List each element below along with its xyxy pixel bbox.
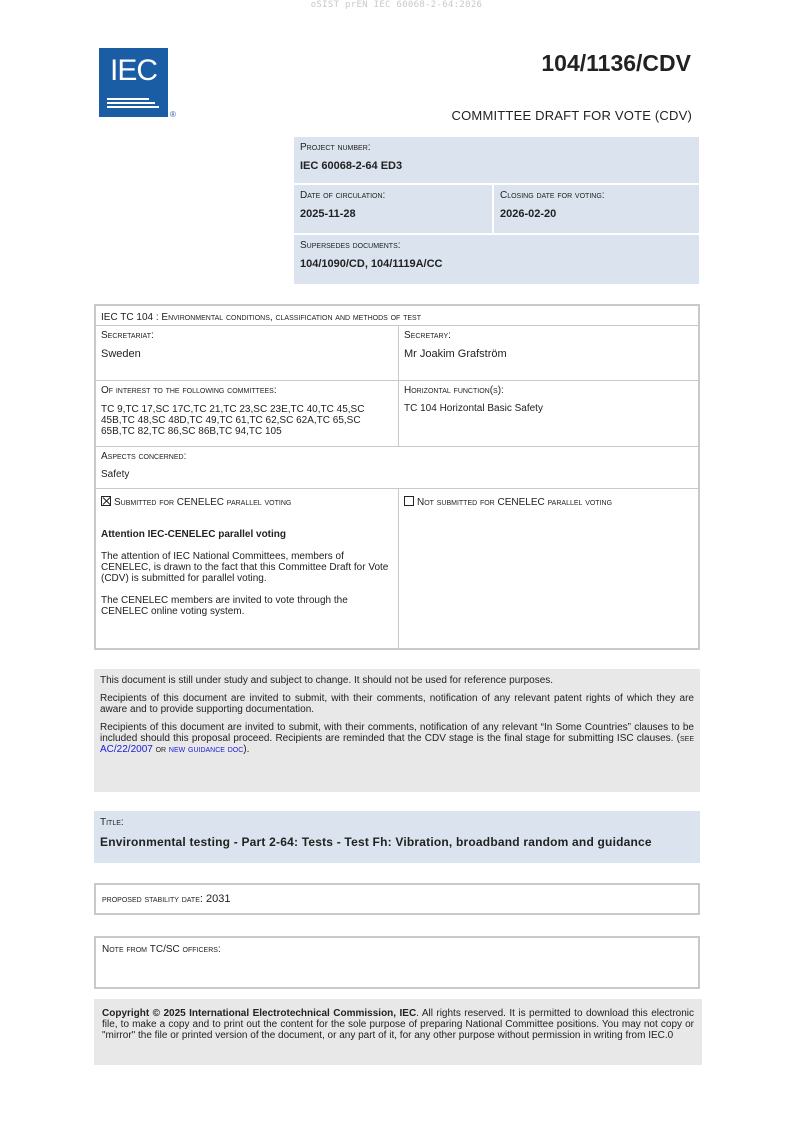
interest-label: Of interest to the following committees: bbox=[101, 385, 277, 396]
attention-paragraph: The attention of IEC National Committees, members of CENELEC, is drawn to the fact that this Committee Draft for Vote (CDV) is submitted for parallel voting. bbox=[101, 551, 389, 584]
closing-date-value: 2026-02-20 bbox=[500, 208, 557, 220]
horizontal-function-value: TC 104 Horizontal Basic Safety bbox=[404, 403, 543, 414]
not-submitted-option[interactable]: Not submitted for CENELEC parallel voting bbox=[404, 496, 693, 508]
aspects-row bbox=[96, 447, 698, 489]
aspects-label: Aspects concerned: bbox=[101, 451, 187, 462]
submitted-option[interactable]: Submitted for CENELEC parallel voting bbox=[101, 496, 393, 508]
voting-row bbox=[96, 489, 698, 648]
notice-study: This document is still under study and subject to change. It should not be used for reference purposes. bbox=[100, 675, 554, 686]
committee-table bbox=[94, 304, 700, 650]
logo-line bbox=[107, 98, 149, 100]
logo-line bbox=[107, 106, 159, 108]
divider bbox=[398, 489, 399, 648]
title-label: Title: bbox=[100, 817, 124, 828]
logo-line bbox=[107, 102, 155, 104]
attention-title: Attention IEC-CENELEC parallel voting bbox=[101, 529, 287, 540]
tc-prefix: IEC TC 104 : bbox=[101, 312, 162, 323]
notice-block bbox=[94, 669, 700, 792]
notice-isc: Recipients of this document are invited to submit, with their comments, notification of any relevant “In Some Countries” clauses to be included should this proposal proceed. Recipients are reminded that the CDV stage is the final stage for submitting ISC clauses. (see AC/22/2007 or new guidance doc). bbox=[100, 722, 694, 755]
ac-22-2007-link[interactable]: AC/22/2007 bbox=[100, 744, 153, 755]
interest-row bbox=[96, 381, 698, 447]
document-type: COMMITTEE DRAFT FOR VOTE (CDV) bbox=[451, 108, 692, 123]
project-number-cell bbox=[294, 137, 699, 183]
officers-note: Note from TC/SC officers: bbox=[94, 936, 700, 989]
secretary-label: Secretary: bbox=[404, 330, 451, 341]
project-info-block bbox=[294, 137, 699, 284]
new-guidance-doc-link[interactable]: new guidance doc bbox=[168, 744, 244, 755]
stability-date: proposed stability date: 2031 bbox=[94, 883, 700, 915]
iec-logo-text: IEC bbox=[109, 54, 157, 87]
checked-checkbox-icon[interactable] bbox=[101, 496, 111, 506]
closing-date-cell bbox=[494, 185, 699, 233]
aspects-value: Safety bbox=[101, 469, 130, 480]
copyright-holder: Copyright © 2025 International Electrotechnical Commission, IEC bbox=[102, 1008, 417, 1019]
tc-name: Environmental conditions, classification and methods of test bbox=[161, 312, 422, 323]
copyright-text: . All rights reserved. It is permitted to download this electronic file, to make a copy and to print out the content for the sole purpose of preparing National Committee positions. You may not copy or "mirror" the file or printed version of the document, or any part of it, for any other purpose without permission in writing from IEC.0 bbox=[102, 1008, 694, 1041]
title-block bbox=[94, 811, 700, 863]
registered-mark: ® bbox=[170, 110, 176, 119]
circulation-date-label: Date of circulation: bbox=[300, 190, 386, 201]
secretariat-row bbox=[96, 326, 698, 381]
horizontal-function-label: Horizontal function(s): bbox=[404, 385, 504, 396]
notice-patent: Recipients of this document are invited to submit, with their comments, notification of any relevant patent rights of which they are aware and to provide supporting documentation. bbox=[100, 693, 694, 715]
stability-date-label: proposed stability date bbox=[102, 894, 200, 905]
secretariat-label: Secretariat: bbox=[101, 330, 154, 341]
document-number: 104/1136/CDV bbox=[541, 50, 691, 76]
title-value: Environmental testing - Part 2-64: Tests - Test Fh: Vibration, broadband random and guidance bbox=[100, 835, 652, 849]
watermark: oSIST prEN IEC 60068-2-64:2026 bbox=[310, 0, 483, 10]
interest-value: TC 9,TC 17,SC 17C,TC 21,TC 23,SC 23E,TC 40,TC 45,SC 45B,TC 48,SC 48D,TC 49,TC 61,TC 62,SC 62A,TC 65,SC 65B,TC 82,TC 86,SC 86B,TC 94,TC 105 bbox=[101, 404, 365, 437]
supersedes-value: 104/1090/CD, 104/1119A/CC bbox=[300, 258, 443, 270]
copyright-notice bbox=[94, 999, 702, 1065]
unchecked-checkbox-icon[interactable] bbox=[404, 496, 414, 506]
stability-date-value: 2031 bbox=[206, 893, 231, 905]
circulation-date-cell bbox=[294, 185, 492, 233]
project-number-label: Project number: bbox=[300, 142, 371, 153]
iec-logo bbox=[99, 48, 168, 117]
circulation-date-value: 2025-11-28 bbox=[300, 208, 356, 220]
cenelec-vote-paragraph: The CENELEC members are invited to vote through the CENELEC online voting system. bbox=[101, 595, 348, 617]
tc-row bbox=[96, 306, 698, 326]
closing-date-label: Closing date for voting: bbox=[500, 190, 605, 201]
supersedes-label: Supersedes documents: bbox=[300, 240, 401, 251]
project-number-value: IEC 60068-2-64 ED3 bbox=[300, 160, 403, 172]
supersedes-cell bbox=[294, 235, 699, 284]
secretariat-value: Sweden bbox=[101, 348, 141, 360]
secretary-value: Mr Joakim Grafström bbox=[404, 348, 507, 360]
